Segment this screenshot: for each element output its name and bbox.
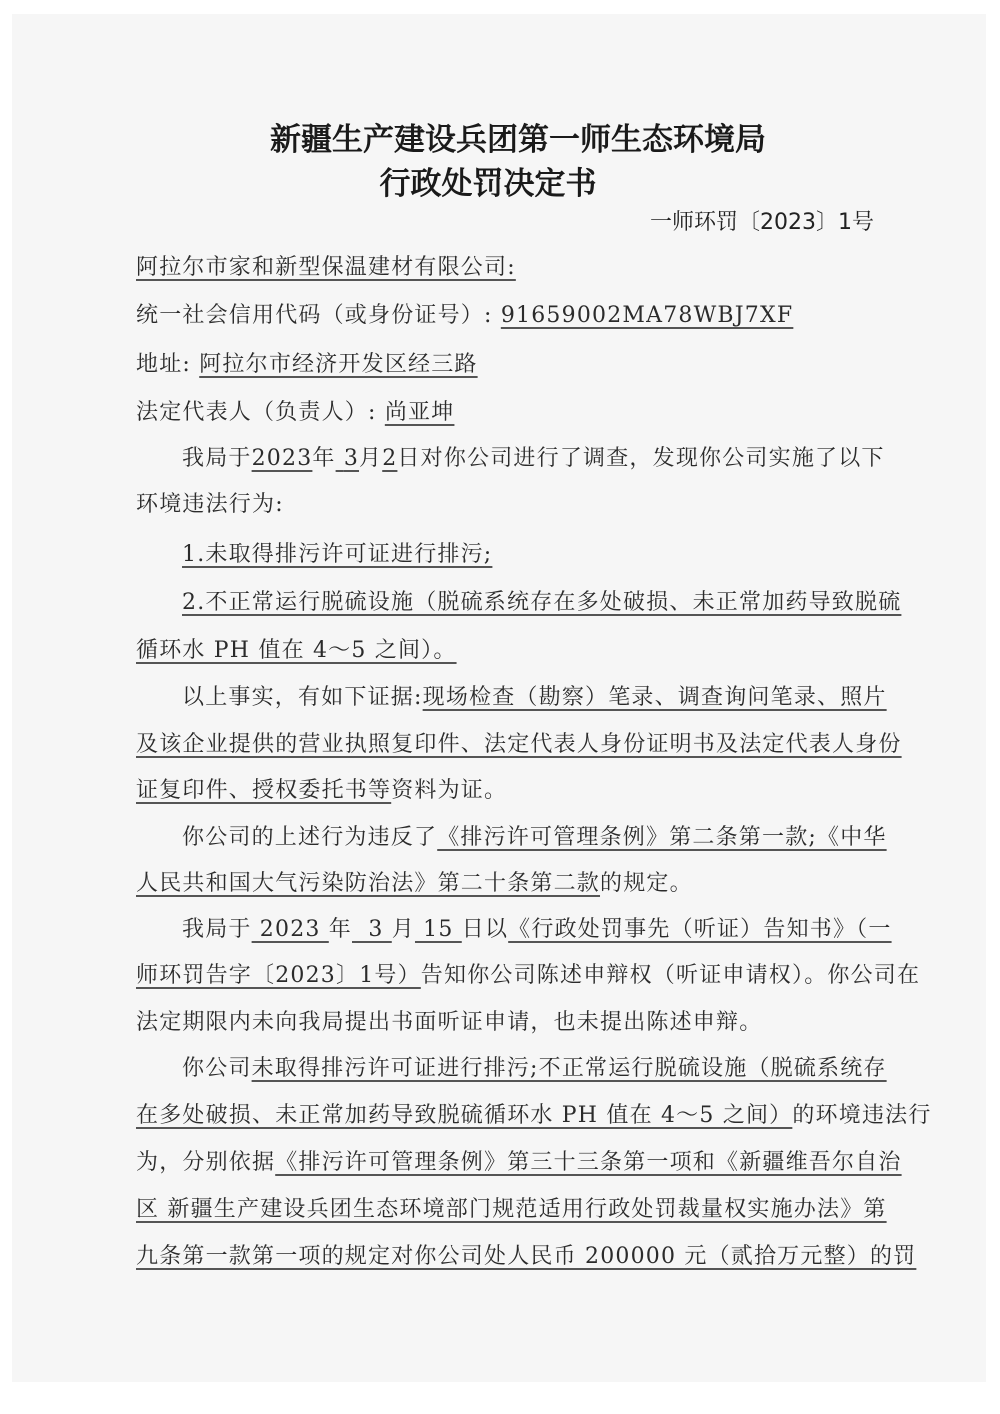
violation-item-1	[182, 537, 952, 568]
evidence-paragraph-line3	[136, 773, 906, 804]
text: 你公司的上述行为违反了	[182, 825, 438, 850]
recipient-line	[136, 250, 906, 281]
decision-paragraph-line2	[136, 1098, 932, 1129]
credit-code-line	[136, 298, 906, 329]
law-paragraph-line2	[136, 866, 906, 897]
notice-paragraph-line1	[182, 912, 952, 943]
evidence-paragraph-line1	[182, 680, 952, 711]
address-value: 阿拉尔市经济开发区经三路	[199, 352, 478, 377]
text: 3	[343, 446, 360, 471]
text: 资料为证。	[391, 778, 508, 803]
text: 我局于	[182, 446, 252, 471]
credit-code-value: 91659002MA78WBJ7XF	[500, 303, 794, 328]
text: 《排污许可管理条例》第三十三条第一项和《新疆维吾尔自治	[275, 1150, 902, 1175]
address-line	[136, 347, 906, 378]
text: 《行政处罚事先（听证）告知书》（一	[508, 917, 892, 942]
document-title: 行政处罚决定书	[379, 166, 597, 202]
notice-year: 2023	[251, 917, 329, 942]
text: 月	[359, 446, 383, 471]
text: 及该企业提供的营业执照复印件、法定代表人身份证明书及法定代表人身份	[136, 732, 902, 757]
recipient-name: 阿拉尔市家和新型保温建材有限公司:	[136, 255, 516, 280]
text: 月	[391, 917, 415, 942]
text: 年	[328, 917, 352, 942]
text: 在多处破损、未正常加药导致脱硫循环水 PH 值在 4～5 之间）	[136, 1103, 793, 1128]
text: 以上事实，有如下证据:	[182, 685, 423, 710]
evidence-paragraph-line2	[136, 727, 906, 758]
text: 区 新疆生产建设兵团生态环境部门规范适用行政处罚裁量权实施办法》第	[136, 1197, 887, 1222]
law-paragraph-line1	[182, 820, 952, 851]
text: 现场检查（勘察）笔录、调查询问笔录、照片	[422, 685, 887, 710]
investigation-month	[336, 446, 359, 471]
legal-rep-label: 法定代表人（负责人）:	[136, 400, 377, 425]
text: 未取得排污许可证进行排污;不正常运行脱硫设施（脱硫系统存	[251, 1056, 887, 1081]
notice-paragraph-line2	[136, 958, 921, 989]
text: 的环境违法行	[792, 1103, 932, 1128]
text: 循环水 PH 值在 4～5 之间）。	[136, 638, 457, 663]
investigation-paragraph-line1	[182, 441, 952, 472]
investigation-paragraph-line2: 环境违法行为:	[136, 492, 284, 517]
legal-rep-line	[136, 395, 906, 426]
text: 师环罚告字〔2023〕1号）	[136, 963, 421, 988]
text: 为，分别依据	[136, 1150, 276, 1175]
text: 证复印件、授权委托书等	[136, 778, 392, 803]
text: 告知你公司陈述申辩权（听证申请权）。你公司在	[420, 963, 921, 988]
document-number: 一师环罚〔2023〕1号	[650, 210, 874, 235]
text: 你公司	[182, 1056, 252, 1081]
text: 日以	[461, 917, 509, 942]
address-label: 地址:	[136, 352, 192, 377]
violation-item-2-line2	[136, 633, 906, 664]
text: 2.不正常运行脱硫设施（脱硫系统存在多处破损、未正常加药导致脱硫	[182, 590, 902, 615]
text: 日对你公司进行了调查，发现你公司实施了以下	[397, 446, 885, 471]
decision-paragraph-line1	[182, 1051, 952, 1082]
decision-paragraph-line5	[136, 1239, 917, 1270]
text: 的规定。	[600, 871, 693, 896]
notice-day: 15	[414, 917, 462, 942]
notice-paragraph-line3: 法定期限内未向我局提出书面听证申请，也未提出陈述申辩。	[136, 1010, 763, 1035]
investigation-year: 2023	[251, 446, 313, 471]
violation-item-2-line1	[182, 585, 952, 616]
text: 1.未取得排污许可证进行排污;	[182, 542, 493, 567]
legal-rep-value: 尚亚坤	[384, 400, 455, 425]
text: 九条第一款第一项的规定对你公司处人民币 200000 元（贰拾万元整）的罚	[136, 1244, 917, 1269]
notice-month: 3	[352, 917, 392, 942]
text: 我局于	[182, 917, 252, 942]
text: 《排污许可管理条例》第二条第一款;《中华	[437, 825, 887, 850]
text: 年	[312, 446, 336, 471]
credit-code-label: 统一社会信用代码（或身份证号）:	[136, 303, 493, 328]
decision-paragraph-line4	[136, 1192, 906, 1223]
investigation-day: 2	[382, 446, 398, 471]
text: 人民共和国大气污染防治法》第二十条第二款	[136, 871, 601, 896]
issuing-authority-title: 新疆生产建设兵团第一师生态环境局	[270, 122, 766, 158]
decision-paragraph-line3	[136, 1145, 906, 1176]
